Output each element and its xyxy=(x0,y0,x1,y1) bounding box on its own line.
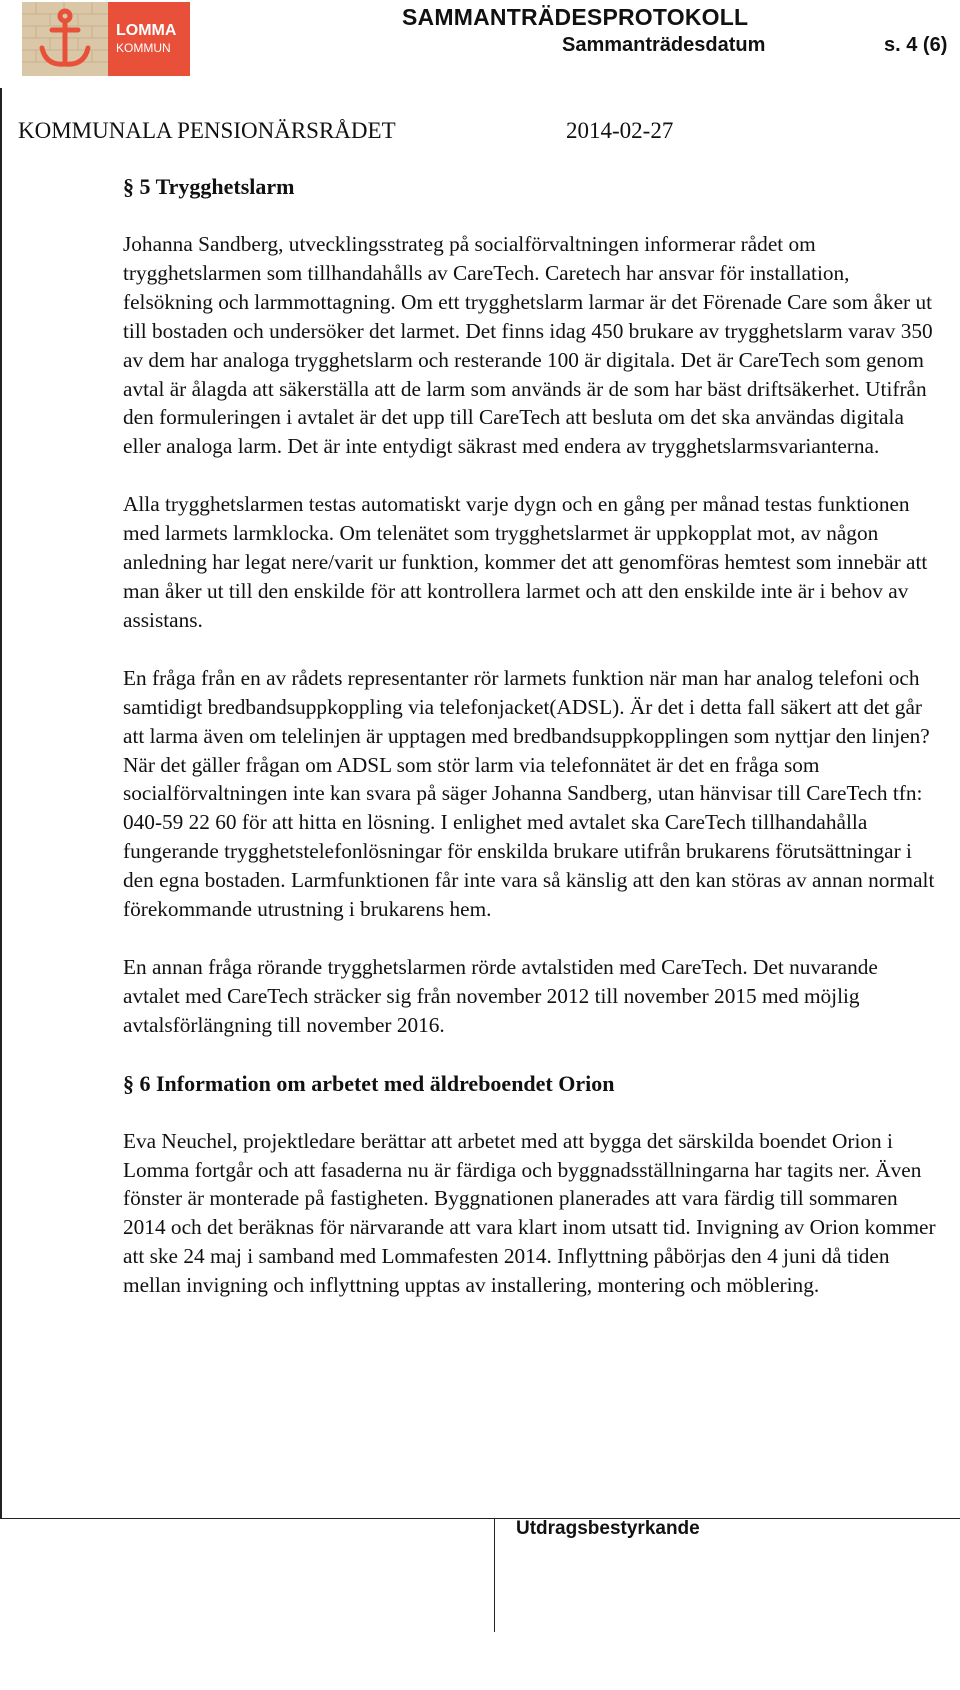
footer-divider xyxy=(494,1518,495,1632)
meeting-date-label: Sammanträdesdatum xyxy=(562,34,766,56)
footer-rule xyxy=(0,1518,960,1519)
section-heading: § 6 Information om arbetet med äldreboendet Orion xyxy=(123,1070,615,1096)
section-paragraph: Eva Neuchel, projektledare berättar att arbetet med att bygga det särskilda boendet Orion i Lomma fortgår och att fasaderna nu är färdiga och byggnadsställningarna har tagits ner. Även fönster är monterade på fastigheten. Byggnationen planerades att vara färdig till sommaren 2014 och det beräknas för närvarande att vara klart inom utsatt tid. Invigning av Orion kommer att ske 24 maj i samband med Lommafesten 2014. Inflyttning påbörjas den 4 juni då tiden mellan invigning och inflyttning upptas av installering, montering och möblering. xyxy=(123,1128,936,1298)
logo-text-lomma: LOMMA xyxy=(116,22,177,39)
document-title: SAMMANTRÄDESPROTOKOLL xyxy=(402,4,749,30)
meeting-date: 2014-02-27 xyxy=(566,118,674,143)
lomma-kommun-logo xyxy=(22,2,190,76)
section-paragraph: Alla trygghetslarmen testas automatiskt varje dygn och en gång per månad testas funktionen med larmets larmklocka. Om telenätet som trygghetslarmet är uppkopplat mot, av någon anledning har legat nere/varit ur funktion, kommer det att genomföras hemtest som innebär att man åker ut till den enskilde för att kontrollera larmet och att den enskilde inte är i behov av assistans. xyxy=(123,492,928,632)
section-paragraph: En annan fråga rörande trygghetslarmen rörde avtalstiden med CareTech. Det nuvarande avtalet med CareTech sträcker sig från november 2012 till november 2015 med möjlig avtalsförlängning till november 2016. xyxy=(123,954,878,1037)
section-paragraph: När det gäller frågan om ADSL som stör larm via telefonnätet är det en fråga som socialförvaltningen inte kan svara på säger Johanna Sandberg, utan hänvisar till CareTech tfn: 040-59 22 60 för att hitta en lösning. I enlighet med avtalet ska CareTech tillhandahålla fungerande trygghetstelefonlösningar för enskilda brukare utifrån brukarens förutsättningar i den egna bostaden. Larmfunktionen får inte vara så känslig att den kan störas av annan normalt förekommande utrustning i brukarens hem. xyxy=(123,752,935,922)
page-number: s. 4 (6) xyxy=(884,34,948,56)
logo-text-kommun: KOMMUN xyxy=(116,41,171,55)
section-heading: § 5 Trygghetslarm xyxy=(123,174,295,199)
logo-wordmark xyxy=(108,18,190,58)
left-margin-rule xyxy=(0,88,2,1518)
certification-label: Utdragsbestyrkande xyxy=(516,1518,700,1539)
protocol-body xyxy=(123,172,938,1300)
section-paragraph: En fråga från en av rådets representanter rör larmets funktion när man har analog telefoni och samtidigt bredbandsuppkoppling via telefonjacket(ADSL). Är det i detta fall säkert att det går att larma även om telelinjen är upptagen med bredbandsuppkopplingen som nyttjar den linjen? xyxy=(123,665,930,748)
section-paragraph: Johanna Sandberg, utvecklingsstrateg på socialförvaltningen informerar rådet om trygghetslarmen som tillhandahålls av CareTech. Caretech har ansvar för installation, felsökning och larmmottagning. Om ett trygghetslarm larmar är det Förenade Care som åker ut till bostaden och undersöker det larmet. Det finns idag 450 brukare av trygghetslarm varav 350 av dem har analoga trygghetslarm och resterande 100 är digitala. Det är CareTech som genom avtal är ålagda att säkerställa att de larm som används är de som har bäst driftsäkerhet. Utifrån den formuleringen i avtalet är det upp till CareTech att besluta om det ska användas digitala eller analoga larm. Det är inte entydigt säkrast med endera av trygghetslarmsvarianterna. xyxy=(123,232,933,459)
organization-name: KOMMUNALA PENSIONÄRSRÅDET xyxy=(18,118,396,143)
